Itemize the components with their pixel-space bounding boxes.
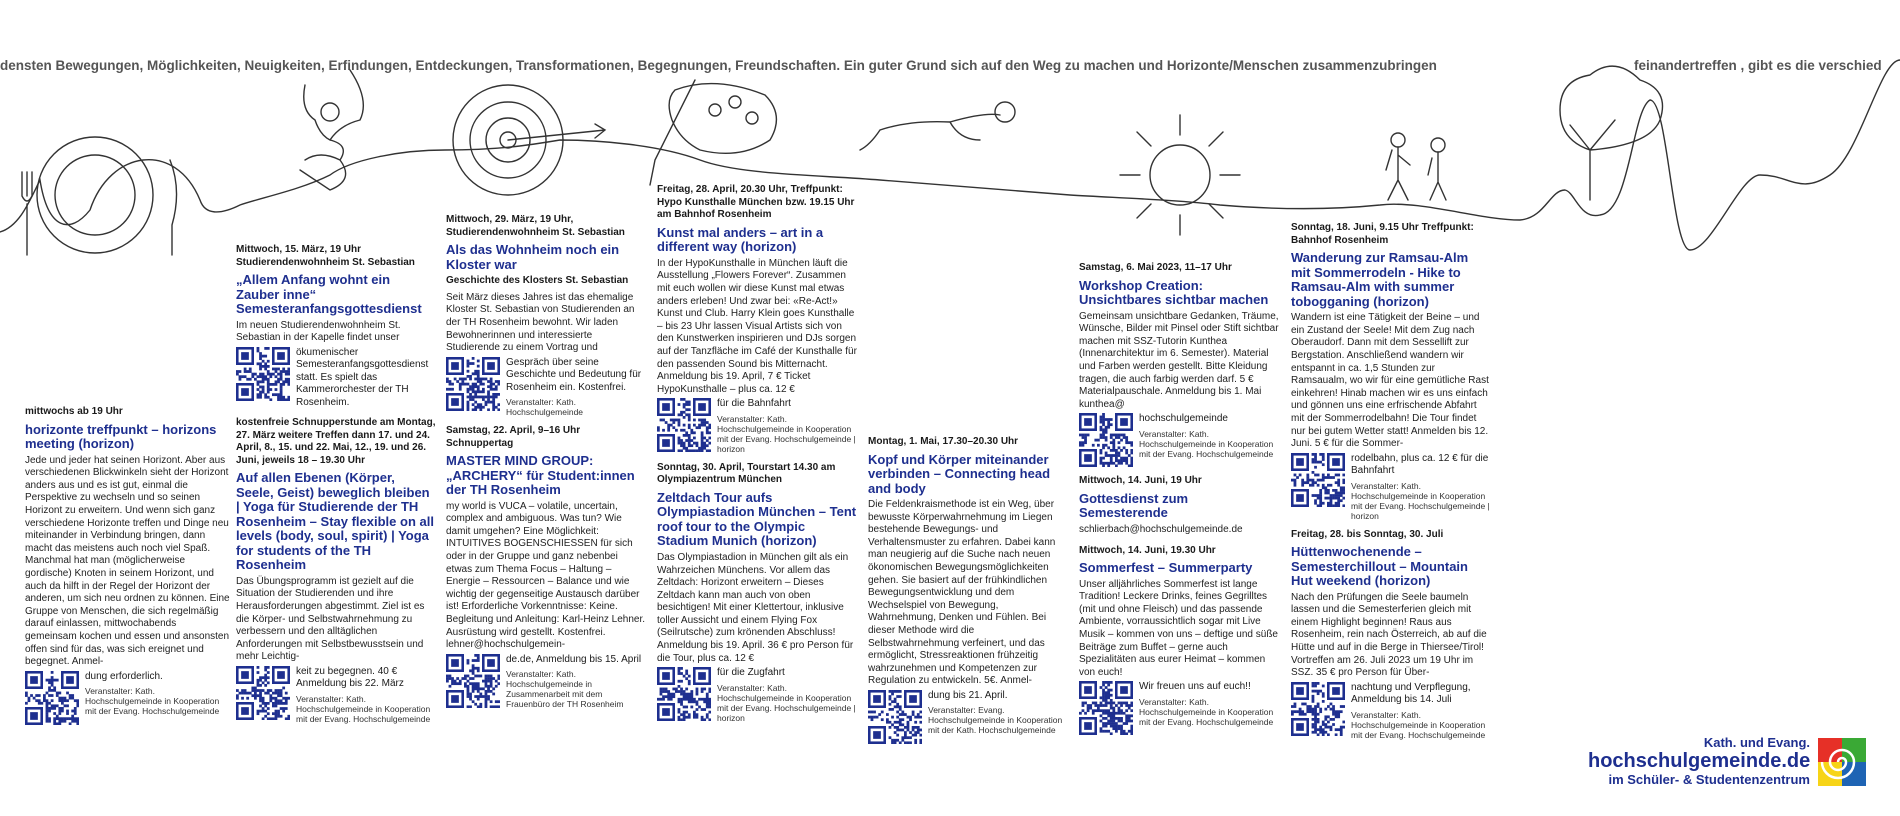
event-date: Mittwoch, 29. März, 19 Uhr, Studierendenwohnheim St. Sebastian <box>446 214 625 238</box>
organizer: Veranstalter: Kath. Hochschulgemeinde <box>506 396 584 417</box>
event-yoga <box>236 417 436 724</box>
qr-code[interactable] <box>1079 681 1133 735</box>
organizer: Veranstalter: Kath. Hochschulgemeinde in Kooperation mit der Evang. Hochschulgemeinde | horizon <box>1351 480 1490 521</box>
organization-logo-text[interactable] <box>1588 735 1810 787</box>
event-wanderung-ramsau-alm <box>1291 222 1491 521</box>
event-title: Als das Wohnheim noch ein Kloster war <box>446 242 620 272</box>
event-description: schlierbach@hochschulgemeinde.de <box>1079 523 1243 535</box>
qr-side-text: für die Bahnfahrt <box>717 398 791 410</box>
event-wohnheim-kloster <box>446 214 646 417</box>
event-zeltdach-tour <box>657 462 857 723</box>
event-description: Nach den Prüfungen die Seele baumeln lassen und die Semesterferien gleich mit einem Highlight beginnen! Raus aus Rosenheim, rein nach Österreich, ab auf die Hütte und auf in die Berge in Thiersee/Tirol! Vortreffen am 26. Juli 2023 um 19 Uhr im SSZ. 35 € pro Person für Über- <box>1291 591 1487 679</box>
event-description: Seit März dieses Jahres ist das ehemalige Kloster St. Sebastian von Studierenden an der TH Rosenheim bewohnt. Wir laden Bewohnerinnen und interessierte Studierende zu einem Vortrag und <box>446 291 635 354</box>
banner-text-2: feinandertreffen , gibt es die verschied <box>1634 58 1882 73</box>
event-horizonte-treffpunkt <box>25 406 230 725</box>
event-title: Zeltdach Tour aufs Olympiastadion München – Tent roof tour to the Olympic Stadium Munich (horizon) <box>657 489 857 549</box>
logo-line-1: Kath. und Evang. <box>1703 735 1810 750</box>
event-sommerfest <box>1079 545 1279 736</box>
event-date: Samstag, 6. Mai 2023, 11–17 Uhr <box>1079 262 1232 273</box>
column-7 <box>1291 222 1491 748</box>
qr-side-text: für die Zugfahrt <box>717 667 785 679</box>
logo-spiral-icon <box>1818 738 1866 786</box>
event-master-mind-archery <box>446 425 646 709</box>
event-title: horizonte treffpunkt – horizons meeting (horizon) <box>25 421 217 452</box>
organizer: Veranstalter: Kath. Hochschulgemeinde in Kooperation mit der Evang. Hochschulgemeinde <box>1139 428 1274 459</box>
event-date: Sonntag, 30. April, Tourstart 14.30 am Olympiazentrum München <box>657 461 836 486</box>
event-description: Das Übungsprogramm ist gezielt auf die Situation der Studierenden und ihre Herausforderungen abgestimmt. Ziel ist es die Körper- und Selbstwahrnehmung zu verbessern und den alltäglichen Anforderungen mit Selbstbewusstsein und mehr Leichtig- <box>236 575 425 663</box>
organizer: Veranstalter: Kath. Hochschulgemeinde in Kooperation mit der Evang. Hochschulgemeinde <box>85 686 220 717</box>
column-5 <box>868 436 1068 752</box>
event-semesteranfangsgottesdienst <box>236 244 436 409</box>
event-kunst-mal-anders <box>657 184 857 454</box>
organizer: Veranstalter: Kath. Hochschulgemeinde in Zusammenarbeit mit dem Frauenbüro der TH Rosenheim <box>506 669 624 710</box>
organizer: Veranstalter: Kath. Hochschulgemeinde in Kooperation mit der Evang. Hochschulgemeinde <box>1351 709 1486 740</box>
event-date: Samstag, 22. April, 9–16 Uhr Schnuppertag <box>446 424 581 449</box>
qr-code[interactable] <box>1079 413 1133 467</box>
event-date: Freitag, 28. bis Sonntag, 30. Juli <box>1291 528 1444 540</box>
event-description: In der HypoKunsthalle in München läuft die Ausstellung „Flowers Forever“. Zusammen mit euch wollen wir diese Kunst mal etwas anders erleben! Und zwar bei: «Re-Act!» Kunst und Club. Harry Klein goes Kunsthalle – bis 23 Uhr lassen Visual Artists sich von den Kunstwerken inspirieren und DJs sorgen auf der Tanzfläche im Café der Kunsthalle für den passenden Sound bis Mitternacht. Anmeldung bis 19. April, 7 € Ticket HypoKunsthalle – plus ca. 12 € <box>657 257 857 395</box>
event-description: my world is VUCA – volatile, uncertain, complex and ambiguous. Was tun? Wie damit umgehen? Eine Möglichkeit: INTUITIVES BOGENSCHIESSEN für sich oder in der Gruppe und ganz nebenbei etwas zum Thema Focus – Haltung – Energie – Ressourcen – Balance und wie wichtig der gegenseitige Austausch darüber ist! Erforderliche Vorkenntnisse: Keine. Begleitung und Anleitung: Karl-Heinz Lehner. Ausrüstung wird gestellt. Kostenfrei. lehner@hochschulgemein- <box>446 500 646 651</box>
qr-side-text: Wir freuen uns auf euch!! <box>1139 681 1251 693</box>
event-title: Hüttenwochenende – Semesterchillout – Mountain Hut weekend (horizon) <box>1291 544 1468 589</box>
event-title: Gottesdienst zum Semesterende <box>1079 490 1189 521</box>
column-4 <box>657 184 857 731</box>
qr-code[interactable] <box>1291 682 1345 736</box>
event-description: Das Olympiastadion in München gilt als ein Wahrzeichen Münchens. Vor allem das Zeltdach: Horizont erweitern – Dieses Zeltdach kann man auch von oben besichtigen! Mit einer Klettertour, inklusive toller Aussicht und einem Flying Fox (Seilrutsche) zum krönenden Abschluss! Anmeldung bis 19. April. 36 € pro Person für die Tour, plus ca. 12 € <box>657 551 854 664</box>
logo-line-3: im Schüler- & Studentenzentrum <box>1608 772 1810 787</box>
qr-code[interactable] <box>446 357 500 411</box>
qr-code[interactable] <box>868 690 922 744</box>
qr-code[interactable] <box>236 347 290 401</box>
organizer: Veranstalter: Kath. Hochschulgemeinde in Kooperation mit der Evang. Hochschulgemeinde <box>1139 696 1274 727</box>
qr-side-text: de.de, Anmeldung bis 15. April <box>506 653 642 665</box>
column-3 <box>446 214 646 717</box>
qr-side-text: ökumenischer Semesteranfangsgottesdienst statt. Es spielt das Kammerorchester der TH Rosenheim. <box>296 346 429 408</box>
qr-code[interactable] <box>236 666 290 720</box>
event-title: Sommerfest – Summerparty <box>1079 560 1253 576</box>
event-description: Unser alljährliches Sommerfest ist lange Tradition! Leckere Drinks, feines Gegrilltes (mit und ohne Fleisch) und das passende Ambiente, vorraussichtlich sogar mit Live Musik – kommen von uns – deftige und süße Beiträge zum Buffet – gerne auch Spezialitäten aus eurer Heimat – kommen von euch! <box>1079 578 1278 678</box>
event-title: „Allem Anfang wohnt ein Zauber inne“ Semesteranfangsgottesdienst <box>236 272 422 317</box>
qr-side-text: dung bis 21. April. <box>928 690 1008 701</box>
qr-code[interactable] <box>657 667 711 721</box>
event-date: Sonntag, 18. Juni, 9.15 Uhr Treffpunkt: Bahnhof Rosenheim <box>1291 222 1474 246</box>
qr-code[interactable] <box>657 398 711 452</box>
event-description: Wandern ist eine Tätigkeit der Beine – und ein Zustand der Seele! Mit dem Zug nach Oberaudorf. Dann mit dem Sessellift zur Bergstation. Anschließend wandern wir entspannt in ca. 1,5 Stunden zur Ramsaualm, wo wir für eine gemütliche Rast einkehren! Hinab machen wir es uns einfach und gönnen uns eine erfrischende Abfahrt mit der Sommerrodelbahn! Die Tour findet nur bei gutem Wetter statt! Anmelden bis 12. Juni. 5 € für die Sommer- <box>1291 312 1489 450</box>
qr-side-text: hochschulgemeinde <box>1139 413 1228 425</box>
qr-code[interactable] <box>25 671 79 725</box>
event-date: Freitag, 28. April, 20.30 Uhr, Treffpunkt: Hypo Kunsthalle München bzw. 19.15 Uhr am Bahnhof Rosenheim <box>657 184 855 221</box>
qr-side-text: Gespräch über seine Geschichte und Bedeutung für Rosenheim ein. Kostenfrei. <box>506 356 642 393</box>
organizer: Veranstalter: Evang. Hochschulgemeinde in Kooperation mit der Kath. Hochschulgemeinde <box>928 705 1063 736</box>
event-description: Jede und jeder hat seinen Horizont. Aber aus verschiedenen Blickwinkeln sieht der Horizont anders aus und es ist gut, einmal die Perspektive zu wechseln und so seinen Horizont zu erweitern. Und wenn sich ganz verschiedene Horizonte treffen und Dinge neu miteinander in Verbindung bringen, dann macht das meistens auch noch viel Spaß. Manchmal hat man (möglicherweise gordische) Knoten in seinem Horizont, und auch da hilft in der Regel der Horizont der anderen, um sich neu ordnen zu können. Eine Gruppe von Menschen, die sich regelmäßig darauf einlassen, mittwochabends gemeinsam kochen und essen und ansonsten offen sind für das, was sich ereignet und begegnet. Anmel- <box>25 454 230 668</box>
qr-side-text: rodelbahn, plus ca. 12 € für die Bahnfahrt <box>1351 452 1489 477</box>
column-6 <box>1079 262 1279 743</box>
logo-line-2[interactable]: hochschulgemeinde.de <box>1588 750 1811 772</box>
event-description: Im neuen Studierendenwohnheim St. Sebastian in der Kapelle findet unser <box>236 319 401 344</box>
column-2 <box>236 244 436 732</box>
event-description: Die Feldenkraismethode ist ein Weg, über bewusste Körperwahrnehmung im Liegen bestehende Bewegungs- und Verhaltensmuster zu erfahren. Dabei kann man neugierig auf die Suche nach neuen ökonomischen Bewegungsmöglichkeiten gehen. Sie basiert auf der frühkindlichen Bewegungsentwicklung und dem Wechselspiel von Bewegung, Wahrnehmung, Denken und Fühlen. Bei dieser Methode wird die Selbstwahrnehmung verfeinert, und das ermöglicht, Stressreaktionen frühzeitig wahrzunehmen und Kompetenzen zur Regulation zu entwickeln. 5€. Anmel- <box>868 499 1056 687</box>
event-kopf-und-koerper <box>868 436 1068 744</box>
qr-side-text: dung erforderlich. <box>85 670 163 682</box>
qr-code[interactable] <box>446 654 500 708</box>
organizer: Veranstalter: Kath. Hochschulgemeinde in Kooperation mit der Evang. Hochschulgemeinde <box>296 693 431 724</box>
banner-text-1: densten Bewegungen, Möglichkeiten, Neuigkeiten, Erfindungen, Entdeckungen, Transformationen, Begegnungen, Freundschaften. Ein guter Grund sich auf den Weg zu machen und Horizonte/Menschen zusammenzubringen <box>0 58 1437 73</box>
event-date: Mittwoch, 14. Juni, 19 Uhr <box>1079 475 1202 487</box>
event-title: Auf allen Ebenen (Körper, Seele, Geist) beweglich bleiben | Yoga für Studierende der TH Rosenheim – Stay flexible on all levels (body, soul, spirit) | Yoga for students of the TH Rosenheim <box>236 470 434 573</box>
event-huettenwochenende <box>1291 529 1491 740</box>
event-date: Montag, 1. Mai, 17.30–20.30 Uhr <box>868 436 1019 447</box>
event-title: Wanderung zur Ramsau-Alm mit Sommerrodeln - Hike to Ramsau-Alm with summer tobogganing (horizon) <box>1291 250 1469 309</box>
event-date: Mittwoch, 15. März, 19 Uhr Studierendenwohnheim St. Sebastian <box>236 244 415 268</box>
event-date: Mittwoch, 14. Juni, 19.30 Uhr <box>1079 544 1216 556</box>
column-1 <box>25 406 230 733</box>
event-subtitle: Geschichte des Klosters St. Sebastian <box>446 275 629 287</box>
event-description: Gemeinsam unsichtbare Gedanken, Träume, Wünsche, Bilder mit Pinsel oder Stift sichtbar machen mit SSZ-Tutorin Kunthea (Innenarchitektur im 6. Semester). Material und Farben werden gestellt. Bitte Kleidung tragen, die auch farbig werden darf. 5 € Materialpauschale. Anmeldung bis 1. Mai kunthea@ <box>1079 310 1279 410</box>
event-title: MASTER MIND GROUP: „ARCHERY“ für Student:innen der TH Rosenheim <box>446 453 635 498</box>
event-title: Kunst mal anders – art in a different way (horizon) <box>657 224 824 255</box>
organizer: Veranstalter: Kath. Hochschulgemeinde in Kooperation mit der Evang. Hochschulgemeinde | horizon <box>717 682 856 723</box>
organizer: Veranstalter: Kath. Hochschulgemeinde in Kooperation mit der Evang. Hochschulgemeinde | horizon <box>717 413 856 454</box>
event-date: kostenfreie Schnupperstunde am Montag, 27. März weitere Treffen dann 17. und 24. April, 8., 15. und 22. Mai, 12., 19. und 26. Juni, jeweils 18 – 19.30 Uhr <box>236 416 436 466</box>
event-title: Workshop Creation: Unsichtbares sichtbar machen <box>1079 277 1269 308</box>
qr-side-text: nachtung und Verpflegung, Anmeldung bis 14. Juli <box>1351 681 1471 706</box>
qr-code[interactable] <box>1291 453 1345 507</box>
event-workshop-creation <box>1079 262 1279 467</box>
event-date: mittwochs ab 19 Uhr <box>25 406 123 417</box>
event-gottesdienst-semesterende <box>1079 475 1279 536</box>
event-title: Kopf und Körper miteinander verbinden – Connecting head and body <box>868 451 1051 496</box>
qr-side-text: keit zu begegnen. 40 € Anmeldung bis 22. März <box>296 665 404 690</box>
